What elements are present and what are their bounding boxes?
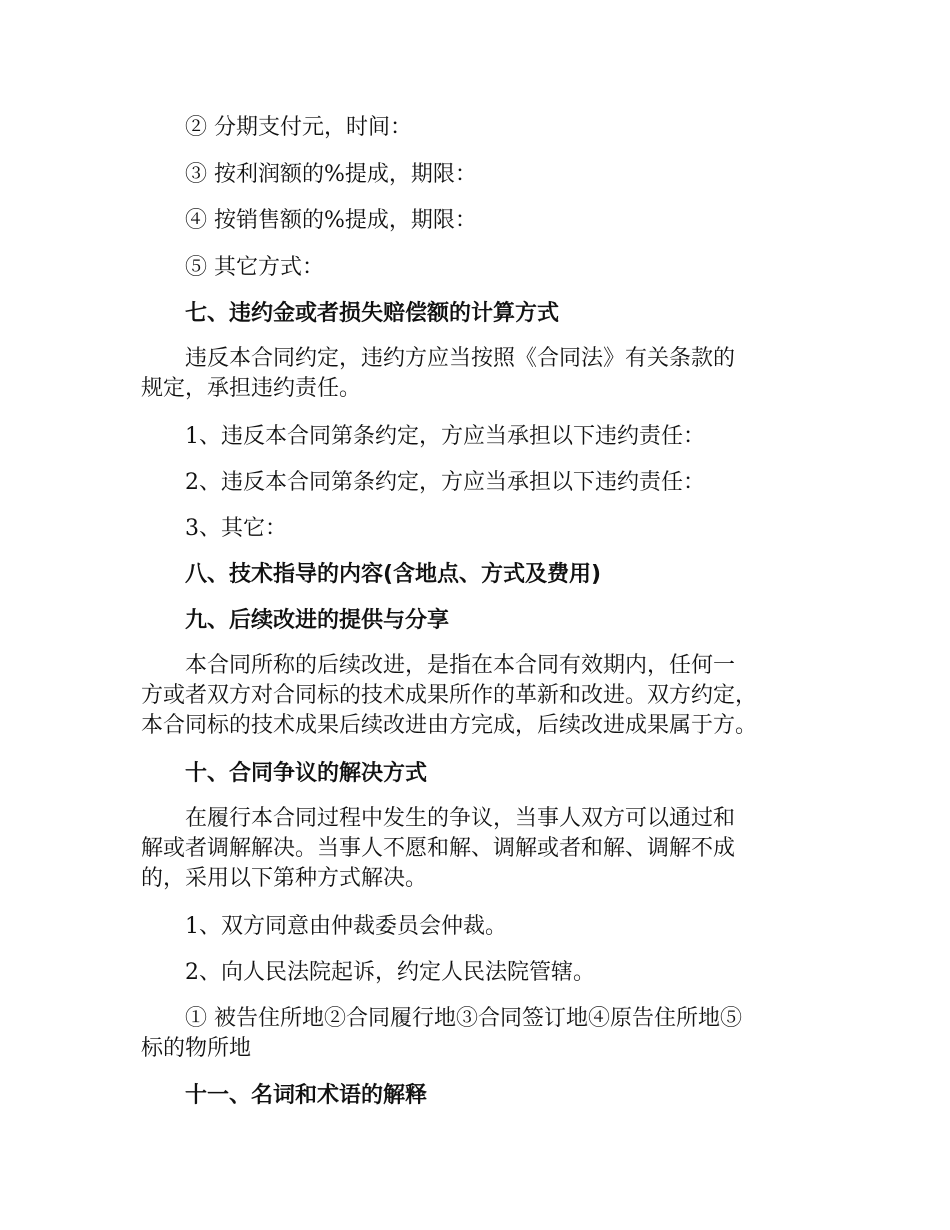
paragraph-7-item-3: 3、其它： (185, 516, 287, 541)
paragraph-line: 标的物所地 (141, 1036, 252, 1061)
paragraph-10-item-2: 2、向人民法院起诉，约定人民法院管辖。 (185, 960, 595, 985)
paragraph-line: 的，采用以下第种方式解决。 (141, 866, 428, 891)
paragraph-line: ① 被告住所地②合同履行地③合同签订地④原告住所地⑤ (185, 1006, 742, 1031)
paragraph-line: 在履行本合同过程中发生的争议，当事人双方可以通过和 (185, 806, 736, 831)
paragraph-10 (141, 802, 811, 896)
paragraph-pay-sales: ④ 按销售额的%提成，期限： (185, 208, 477, 233)
paragraph-line: 解或者调解解决。当事人不愿和解、调解或者和解、调解不成 (141, 836, 736, 861)
paragraph-10-item-1: 1、双方同意由仲裁委员会仲裁。 (185, 914, 507, 939)
paragraph-line: 违反本合同约定，违约方应当按照《合同法》有关条款的 (185, 346, 736, 371)
paragraph-line: 本合同所称的后续改进，是指在本合同有效期内，任何一 (185, 653, 736, 678)
paragraph-7-item-2: 2、违反本合同第条约定，方应当承担以下违约责任： (185, 470, 705, 495)
paragraph-line: 规定，承担违约责任。 (141, 376, 362, 401)
paragraph-7-item-1: 1、违反本合同第条约定，方应当承担以下违约责任： (185, 424, 705, 449)
section-heading-11: 十一、名词和术语的解释 (185, 1083, 428, 1108)
paragraph-9 (141, 649, 811, 743)
paragraph-7-intro (141, 342, 811, 406)
section-heading-8: 八、技术指导的内容(含地点、方式及费用) (185, 562, 602, 587)
paragraph-pay-other: ⑤ 其它方式： (185, 255, 324, 280)
paragraph-10-venue-options (141, 1002, 811, 1066)
paragraph-pay-profit: ③ 按利润额的%提成，期限： (185, 162, 477, 187)
section-heading-7: 七、违约金或者损失赔偿额的计算方式 (185, 301, 560, 326)
section-heading-10: 十、合同争议的解决方式 (185, 761, 428, 786)
paragraph-line: 方或者双方对合同标的技术成果所作的革新和改进。双方约定， (141, 683, 758, 708)
paragraph-line: 本合同标的技术成果后续改进由方完成，后续改进成果属于方。 (141, 713, 758, 738)
paragraph-pay-installment: ② 分期支付元，时间： (185, 115, 412, 140)
section-heading-9: 九、后续改进的提供与分享 (185, 608, 450, 633)
